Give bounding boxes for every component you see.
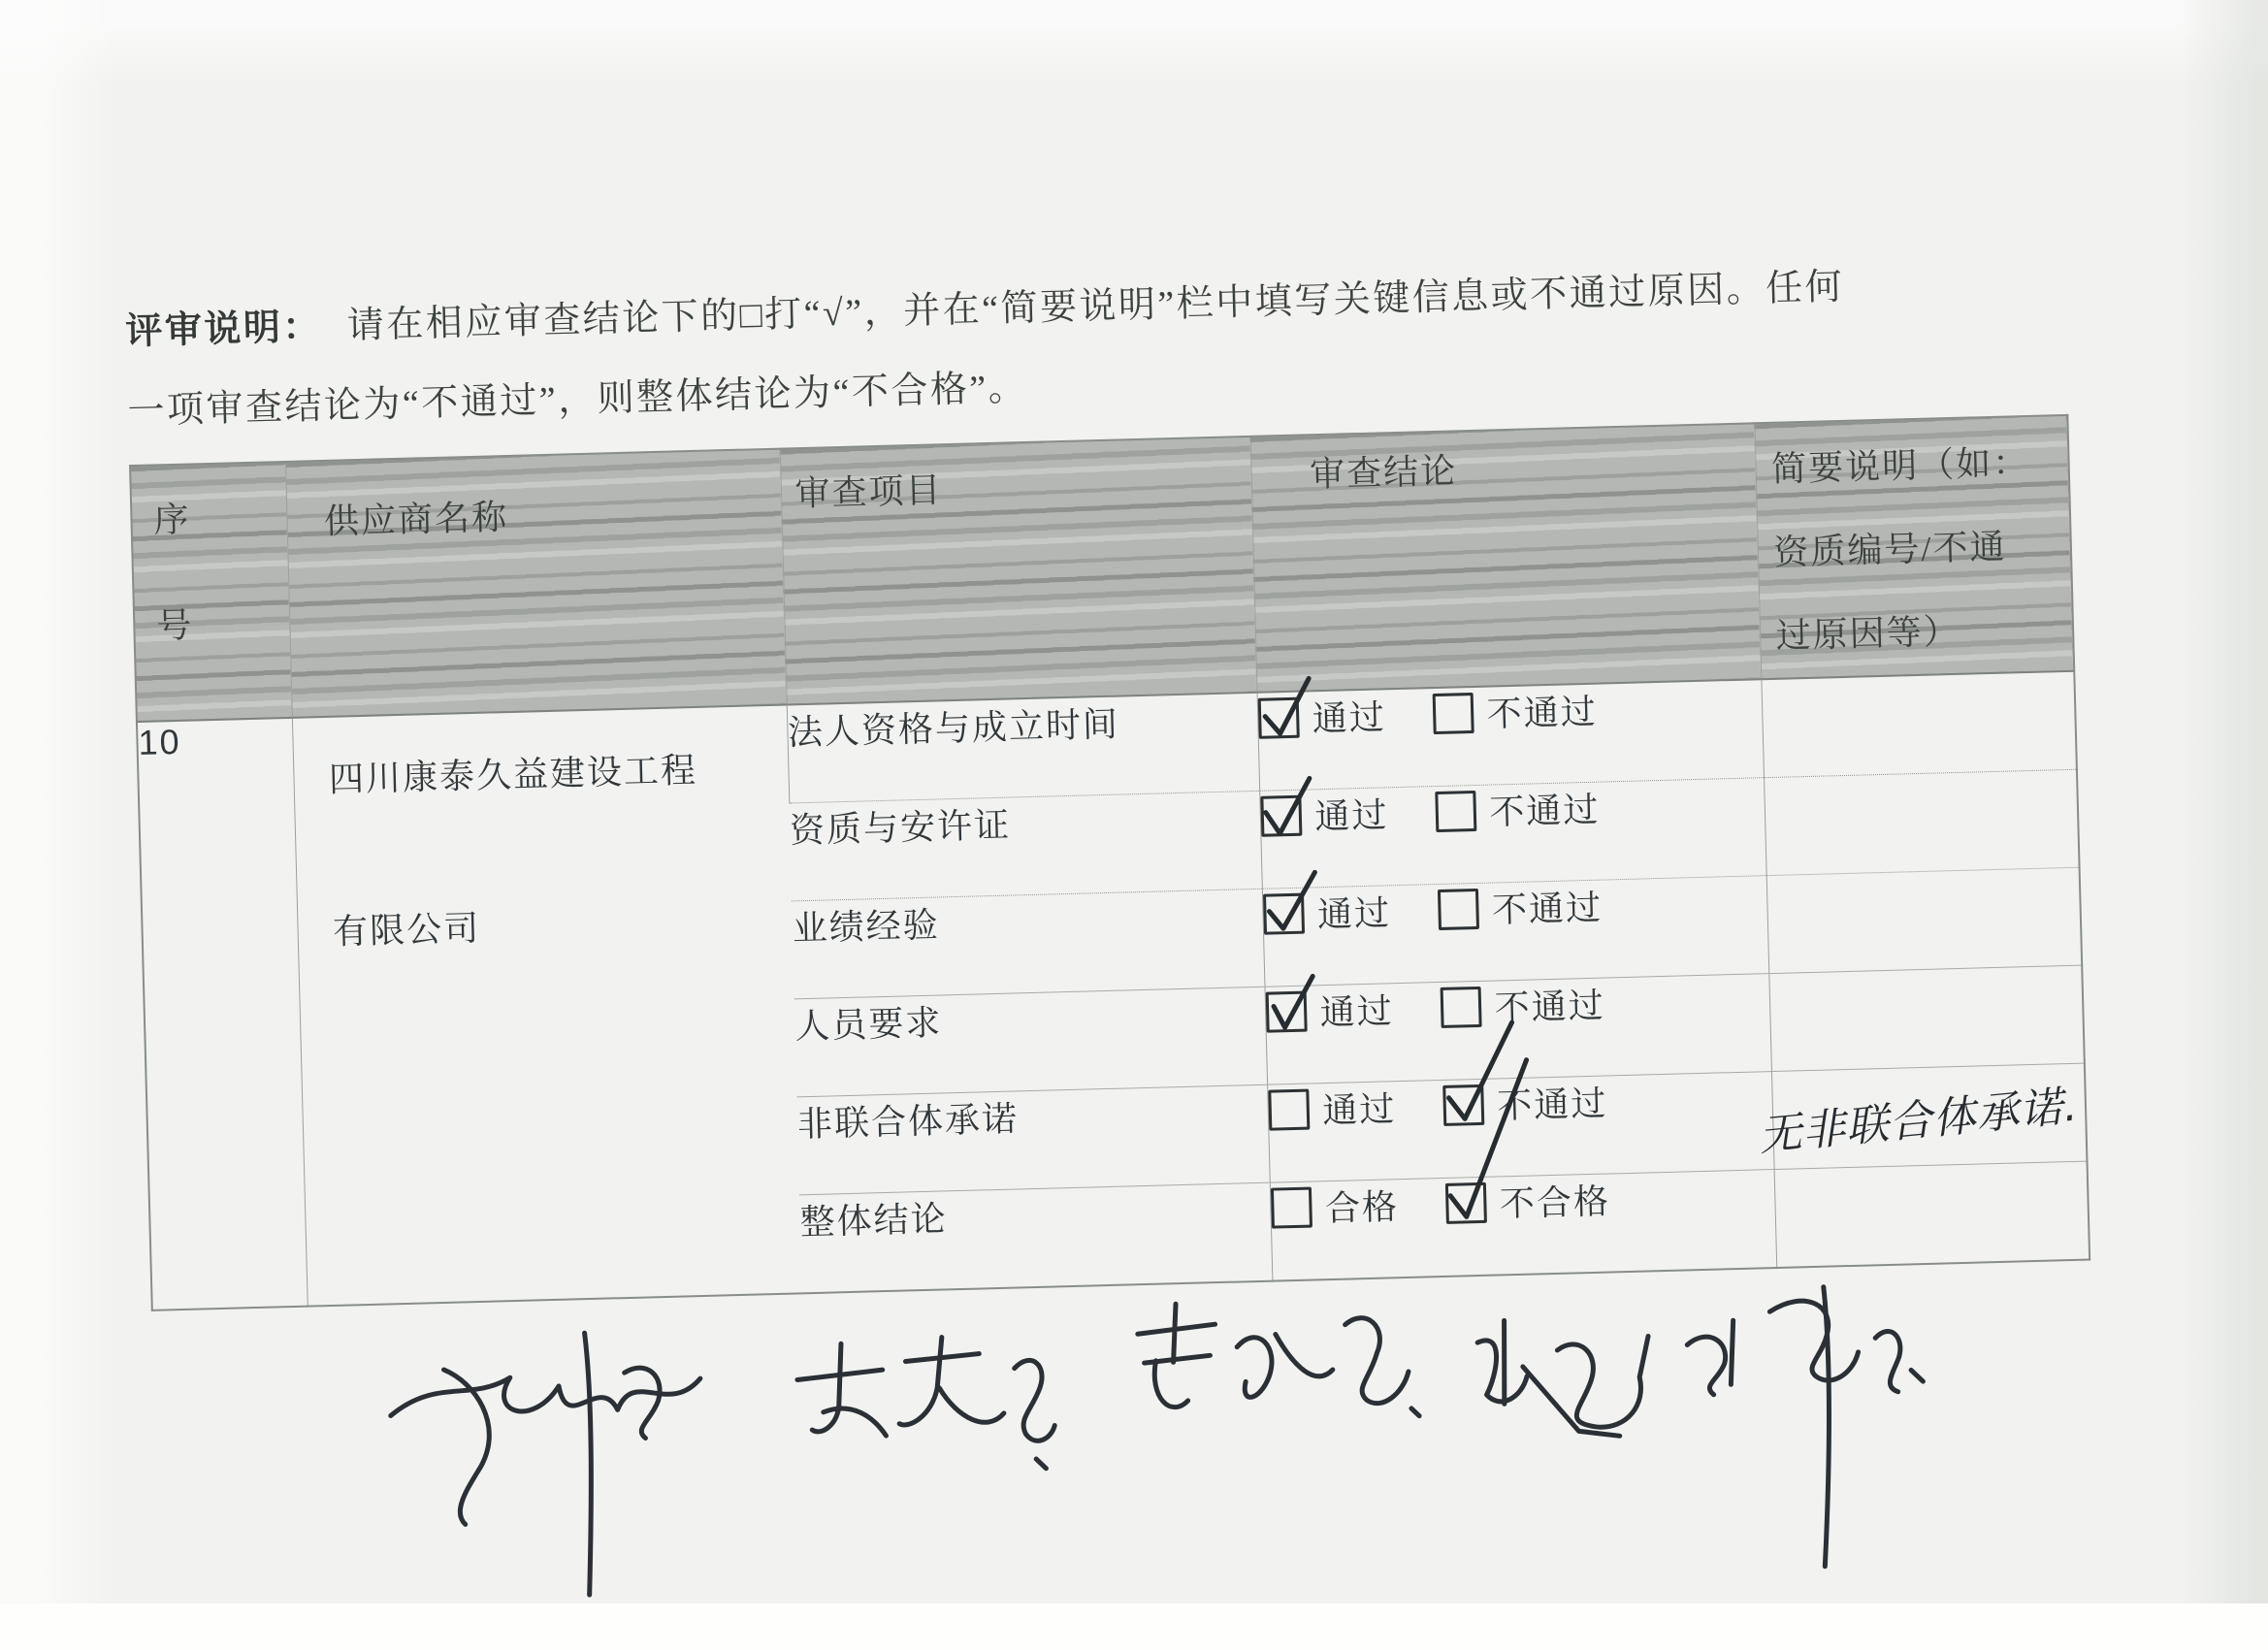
handwritten-remark: 无非联合体承诺.: [1756, 1081, 2080, 1161]
fail-checkbox: [1435, 790, 1476, 831]
conclusion-cell: [1262, 876, 1768, 987]
pass-label: 合格: [1324, 1187, 1400, 1229]
fail-checkbox: [1442, 1084, 1484, 1125]
item-label: 整体结论: [799, 1182, 1272, 1293]
item-label: 人员要求: [794, 987, 1267, 1097]
pass-checkbox: [1260, 794, 1302, 836]
fail-label: 不合格: [1499, 1181, 1611, 1224]
instructions-text-1: 请在相应审查结论下的□打“√”，并在“简要说明”栏中填写关键信息或不通过原因。任何: [346, 266, 1845, 347]
fail-checkbox: [1440, 986, 1481, 1027]
fail-label: 不通过: [1491, 888, 1604, 930]
pass-label: 通过: [1319, 991, 1395, 1033]
fail-label: 不通过: [1494, 986, 1606, 1028]
conclusion-cell: [1267, 1072, 1773, 1183]
header-remark-line3: 过原因等）: [1775, 611, 1961, 656]
pass-label: 通过: [1321, 1089, 1397, 1131]
remark-cell: [1756, 1063, 2088, 1169]
conclusion-cell: [1257, 679, 1764, 791]
remark-cell: [1761, 671, 2077, 778]
pass-label: 通过: [1313, 795, 1389, 837]
pass-checkbox: [1257, 696, 1299, 738]
fail-checkbox: [1432, 693, 1474, 734]
signature-5: [1676, 1276, 1956, 1593]
pass-checkbox: [1270, 1186, 1312, 1228]
header-seq: [130, 462, 292, 722]
fail-checkbox: [1437, 888, 1478, 929]
signature-2: [789, 1328, 1064, 1500]
fail-label: 不通过: [1486, 692, 1599, 734]
instructions-label: 评审说明：: [124, 306, 323, 353]
signatures-area: [151, 1272, 2104, 1642]
item-label: 业绩经验: [792, 889, 1264, 999]
pass-checkbox: [1262, 892, 1304, 934]
review-table: [129, 414, 2090, 1311]
table-header-row: [130, 415, 2074, 722]
remark-cell: [1774, 1161, 2090, 1268]
supplier-name-line1: 四川康泰久益建设工程: [328, 750, 698, 799]
pass-checkbox: [1265, 990, 1307, 1032]
remark-cell: [1766, 867, 2083, 973]
pass-label: 通过: [1312, 697, 1387, 739]
signature-1: [384, 1314, 722, 1634]
header-remark-line1: 简要说明（如：: [1770, 442, 2030, 489]
header-seq-line1: 序: [152, 500, 192, 540]
fail-label: 不通过: [1496, 1084, 1608, 1126]
pass-checkbox: [1268, 1088, 1310, 1130]
header-supplier: 供应商名称: [285, 449, 787, 718]
header-seq-line2: 号: [155, 605, 194, 646]
header-item: 审查项目: [780, 437, 1257, 705]
fail-checkbox: [1444, 1181, 1486, 1223]
item-label: 法人资格与成立时间: [787, 693, 1259, 803]
supplier-name-line2: 有限公司: [332, 908, 481, 952]
item-label: 非联合体承诺: [796, 1084, 1269, 1195]
fail-label: 不通过: [1488, 790, 1601, 832]
header-remark: [1754, 415, 2074, 679]
remark-cell: [1764, 769, 2080, 875]
scanned-sheet: [124, 242, 2104, 1650]
seq-cell: 10: [137, 721, 182, 763]
pass-label: 通过: [1316, 893, 1392, 935]
signature-3: [1121, 1292, 1427, 1474]
remark-cell: [1768, 965, 2085, 1071]
header-conclusion: 审查结论: [1250, 423, 1762, 693]
conclusion-cell: [1259, 778, 1766, 890]
conclusion-cell: [1270, 1170, 1776, 1281]
header-remark-line2: 资质编号/不通: [1772, 527, 2007, 572]
instructions-text-2: 一项审查结论为“不通过”，则整体结论为“不合格”。: [127, 367, 1028, 433]
supplier-cell: [292, 705, 802, 1307]
conclusion-cell: [1264, 974, 1770, 1085]
signature-4: [1463, 1308, 1709, 1478]
item-label: 资质与安许证: [789, 791, 1261, 901]
